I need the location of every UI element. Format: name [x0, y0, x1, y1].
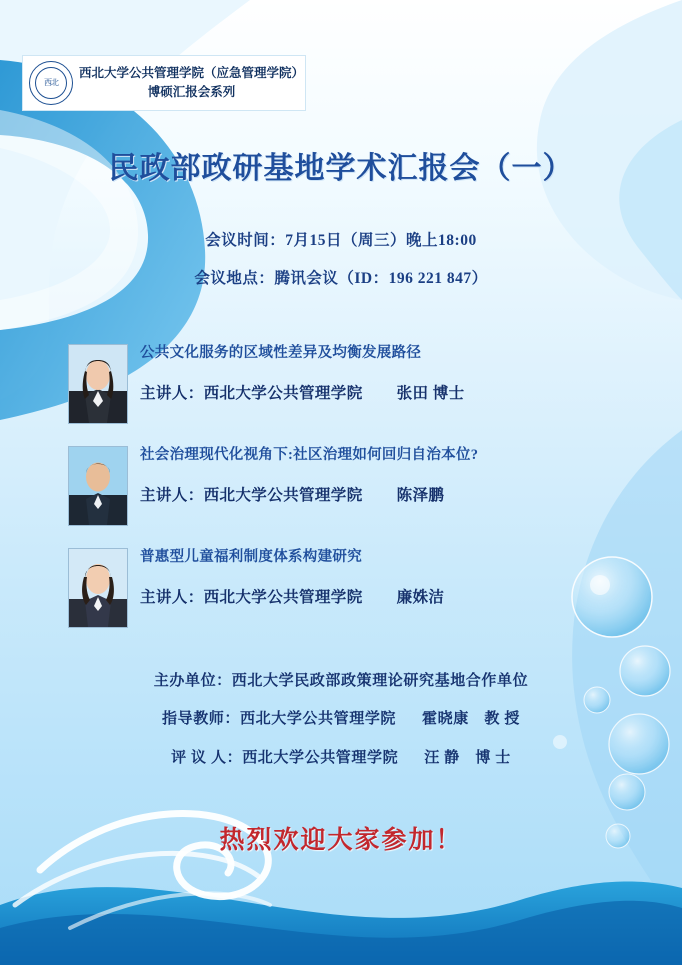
- header-logo-bar: [22, 55, 306, 111]
- speaker-presenter: [140, 585, 642, 607]
- portrait-graphic: [69, 345, 127, 423]
- portrait-graphic: [69, 447, 127, 525]
- header-text-block: [79, 64, 304, 102]
- discussant-name: 汪 静 博 士: [424, 749, 511, 766]
- organizer-info: [0, 662, 682, 777]
- speaker-presenter: [140, 483, 642, 505]
- presenter-label: 主讲人：: [140, 589, 204, 607]
- organizer-row-host: [0, 662, 682, 700]
- speaker-presenter: [140, 381, 642, 403]
- presenter-affiliation: 西北大学公共管理学院: [203, 589, 363, 607]
- presenter-label: 主讲人：: [140, 385, 204, 403]
- presenter-name: 廉姝洁: [396, 589, 445, 607]
- speaker-photo-1: [68, 344, 128, 424]
- host-value: 西北大学民政部政策理论研究基地合作单位: [231, 673, 529, 689]
- presenter-affiliation: 西北大学公共管理学院: [203, 385, 363, 403]
- advisor-value: 西北大学公共管理学院: [240, 711, 397, 728]
- meeting-place: 会议地点：腾讯会议（ID：196 221 847）: [194, 269, 488, 287]
- speaker-text-2: [140, 444, 642, 505]
- list-item: [0, 540, 682, 642]
- host-label: 主办单位：: [153, 673, 232, 689]
- presenter-label: 主讲人：: [140, 487, 204, 505]
- speaker-topic: 社会治理现代化视角下:社区治理如何回归自治本位?: [140, 447, 479, 463]
- speaker-photo-2: [68, 446, 128, 526]
- page-title: 民政部政研基地学术汇报会（一）: [108, 152, 574, 185]
- advisor-name: 霍晓康 教 授: [422, 711, 520, 728]
- advisor-label: 指导教师：: [162, 711, 241, 728]
- speaker-list: [0, 336, 682, 642]
- welcome-message: 热烈欢迎大家参加！: [219, 827, 463, 854]
- discussant-label: 评 议 人：: [171, 749, 243, 766]
- meeting-time: 会议时间：7月15日（周三）晚上18:00: [205, 232, 477, 249]
- organizer-row-discussant: [0, 739, 682, 777]
- discussant-value: 西北大学公共管理学院: [242, 749, 399, 766]
- portrait-graphic: [69, 549, 127, 627]
- header-line-1: 西北大学公共管理学院（应急管理学院）: [79, 66, 305, 81]
- speaker-photo-3: [68, 548, 128, 628]
- list-item: [0, 438, 682, 540]
- speaker-topic: 普惠型儿童福利制度体系构建研究: [140, 549, 362, 565]
- organizer-row-advisor: [0, 700, 682, 738]
- list-item: [0, 336, 682, 438]
- university-seal-icon: [29, 61, 73, 105]
- speaker-topic: 公共文化服务的区域性差异及均衡发展路径: [140, 345, 422, 361]
- speaker-text-3: [140, 546, 642, 607]
- presenter-name: 张田 博士: [396, 385, 465, 403]
- header-line-2: 博硕汇报会系列: [147, 85, 236, 99]
- presenter-name: 陈泽鹏: [396, 487, 445, 505]
- presenter-affiliation: 西北大学公共管理学院: [203, 487, 363, 505]
- meeting-info: [0, 222, 682, 298]
- seal-core-glyph: 西北: [44, 78, 58, 87]
- speaker-text-1: [140, 342, 642, 403]
